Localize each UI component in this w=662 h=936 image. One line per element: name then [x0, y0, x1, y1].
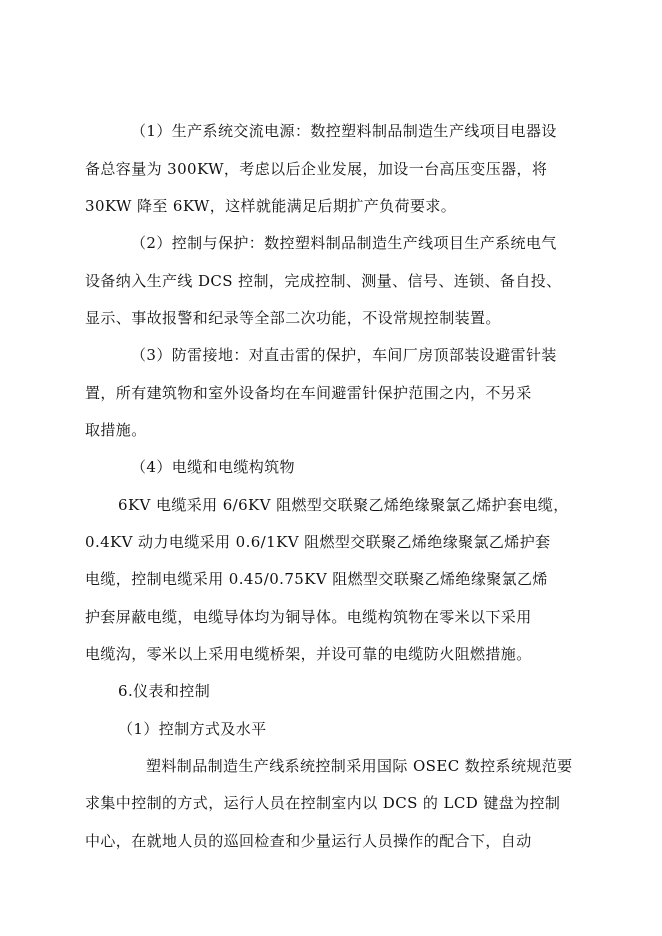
text-line: （3）防雷接地：对直击雷的保护，车间厂房顶部装设避雷针装: [131, 346, 557, 364]
text-line: （1）生产系统交流电源：数控塑料制品制造生产线项目电器设: [131, 122, 557, 140]
text-line: （2）控制与保护：数控塑料制品制造生产线项目生产系统电气: [131, 234, 557, 252]
text-line: 0.4KV 动力电缆采用 0.6/1KV 阻燃型交联聚乙烯绝缘聚氯乙烯护套: [85, 533, 551, 551]
text-line: 电缆，控制电缆采用 0.45/0.75KV 阻燃型交联聚乙烯绝缘聚氯乙烯: [85, 570, 548, 588]
section-heading: （1）控制方式及水平: [118, 720, 267, 738]
text-line: 护套屏蔽电缆，电缆导体均为铜导体。电缆构筑物在零米以下采用: [85, 608, 532, 626]
text-line: 求集中控制的方式，运行人员在控制室内以 DCS 的 LCD 键盘为控制: [85, 794, 561, 812]
text-line: 中心，在就地人员的巡回检查和少量运行人员操作的配合下，自动: [85, 832, 532, 850]
text-line: 30KW 降至 6KW，这样就能满足后期扩产负荷要求。: [85, 197, 457, 215]
text-line: 设备纳入生产线 DCS 控制，完成控制、测量、信号、连锁、备自投、: [85, 272, 562, 290]
section-heading: 6.仪表和控制: [118, 682, 211, 700]
text-line: 电缆沟，零米以上采用电缆桥架，并设可靠的电缆防火阻燃措施。: [85, 645, 532, 663]
text-line: 塑料制品制造生产线系统控制采用国际 OSEC 数控系统规范要: [146, 757, 573, 775]
text-line: 显示、事故报警和纪录等全部二次功能，不设常规控制装置。: [85, 309, 501, 327]
text-line: 置，所有建筑物和室外设备均在车间避雷针保护范围之内，不另采: [85, 384, 532, 402]
text-line: 取措施。: [85, 421, 147, 439]
text-line: 6KV 电缆采用 6/6KV 阻燃型交联聚乙烯绝缘聚氯乙烯护套电缆，: [118, 496, 569, 514]
text-line: 备总容量为 300KW，考虑以后企业发展，加设一台高压变压器，将: [85, 160, 548, 178]
section-heading: （4）电缆和电缆构筑物: [131, 458, 295, 476]
